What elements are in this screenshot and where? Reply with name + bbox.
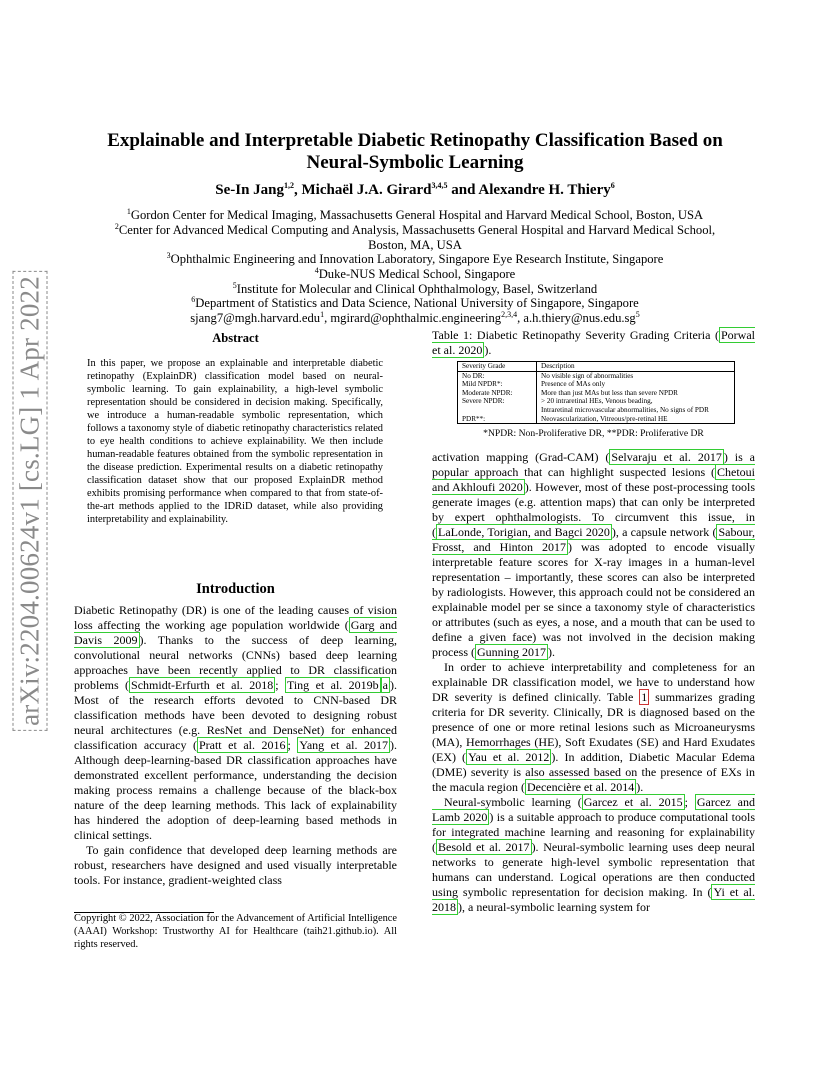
- arxiv-watermark: [12, 268, 48, 734]
- caption-text: Table 1: Diabetic Retinopathy Severity Grading Criteria (: [432, 328, 719, 342]
- affiliation-mark: 3: [166, 251, 171, 260]
- email[interactable]: a.h.thiery@nus.edu.sg: [523, 311, 636, 326]
- affiliation-text: Department of Statistics and Data Science, National University of Singapore, Singapore: [195, 296, 639, 311]
- affiliation-text: Center for Advanced Medical Computing and Analysis, Massachusetts General Hospital and Harvard Medical School, Boston, MA, USA: [118, 223, 716, 253]
- table-row: [458, 406, 734, 415]
- table-row: [458, 415, 734, 424]
- email[interactable]: sjang7@mgh.harvard.edu: [190, 311, 321, 326]
- severity-grading-table: [457, 361, 735, 424]
- table-row: [458, 371, 734, 380]
- citation-link[interactable]: Garcez and Lamb 2020: [432, 795, 755, 824]
- caption-text: ).: [484, 343, 492, 357]
- table-cell: More than just MAs but less than severe NPDR: [537, 389, 735, 398]
- paragraph: Neural-symbolic learning ( Garcez et al. 2015 ; Garcez and Lamb 2020 ) is a suitable approach to produce computational tools for integrated machine learning and reasoning for explainability ( Besold et al. 2017 ). Neural-symbolic learning uses deep neural networks to generate high-level symbolic representation that humans can understand. Logical operations are then conducted using symbolic representation for decision making. In ( Yi et al. 2018 ), a neural-symbolic learning system for: [432, 795, 755, 914]
- author-list: Se-In Jang$^{1,2}$, Michaël J.A. Girard$^{3,4,5}$ and Alexandre H. Thiery$^6$: [215, 181, 615, 198]
- table-cell: Severe NPDR:: [462, 397, 505, 406]
- affiliation-text: Duke-NUS Medical School, Singapore: [318, 267, 516, 282]
- author-name: Se-In Jang: [215, 182, 285, 198]
- email-mark: 1: [320, 310, 325, 319]
- table-cell: > 20 intraretinal HEs, Venous beading,: [537, 397, 735, 406]
- table-cell: Mild NPDR*:: [462, 380, 503, 389]
- table-reference-link[interactable]: 1: [641, 690, 648, 704]
- citation-link[interactable]: Porwal et al. 2020: [432, 328, 755, 357]
- affiliation-mark: 5: [232, 281, 237, 290]
- citation-link[interactable]: Ting et al. 2019b: [286, 678, 379, 692]
- citation-link[interactable]: Schmidt-Erfurth et al. 2018: [131, 678, 274, 692]
- table-header-row: [458, 362, 734, 371]
- citation-link[interactable]: Selvaraju et al. 2017: [611, 450, 722, 464]
- email[interactable]: mgirard@ophthalmic.engineering: [330, 311, 502, 326]
- citation-link[interactable]: Yau et al. 2012: [468, 750, 550, 764]
- citation-link[interactable]: a: [382, 678, 388, 692]
- citation-link[interactable]: Chetoui and Akhloufi 2020: [432, 465, 755, 494]
- author-affiliation-marks: 3,4,5: [431, 181, 448, 190]
- table-cell: No DR:: [462, 371, 485, 380]
- author-conjunction: and: [451, 182, 476, 198]
- abstract-body: In this paper, we propose an explainable and interpretable diabetic retinopathy (ExplainDR) classification model based on neural-symbolic learning. To gain explainability, a high-level symbolic representation should be considered in decision making. Specifically, we introduce a human-readable symbolic representation, which follows a taxonomy style of diabetic retinopathy characteristics related to eye health conditions to achieve explainability. We then include human-readable features obtained from the symbolic representation in the disease prediction. Experimental results on a diabetic retinopathy classification dataset show that our proposed ExplainDR method exhibits promising performance when compared to that from state-of-the-art methods applied to the IDRiD dataset, while also providing interpretability and explainability.: [87, 358, 383, 525]
- table-header-cell: Severity Grade: [458, 362, 537, 371]
- affiliation-mark: 1: [126, 207, 131, 216]
- right-column-body: [432, 450, 755, 915]
- table-cell: No visible sign of abnormalities: [537, 371, 735, 380]
- arxiv-identifier[interactable]: arXiv:2204.00624v1 [cs.LG] 1 Apr 2022: [13, 271, 48, 731]
- grading-table: [458, 362, 734, 423]
- copyright-footnote: Copyright © 2022, Association for the Advancement of Artificial Intelligence (AAAI) Workshop: Trustworthy AI for Healthcare (taih21.github.io). All rights reserved.: [74, 913, 397, 950]
- author-affiliation-marks: 6: [610, 181, 615, 190]
- affiliation-mark: 6: [191, 295, 196, 304]
- citation-link[interactable]: Garg and Davis 2009: [74, 618, 397, 647]
- citation-link[interactable]: Yang et al. 2017: [299, 738, 389, 752]
- email-mark: 5: [635, 310, 640, 319]
- introduction-body: [74, 603, 397, 888]
- citation-link[interactable]: Sabour, Frosst, and Hinton 2017: [432, 525, 755, 554]
- table-header-cell: Description: [537, 362, 735, 371]
- table-cell: [458, 406, 537, 415]
- introduction-heading: Introduction: [196, 581, 275, 597]
- table-cell: Presence of MAs only: [537, 380, 735, 389]
- citation-link[interactable]: Decencière et al. 2014: [526, 780, 635, 794]
- citation-link[interactable]: Gunning 2017: [476, 645, 546, 659]
- author-affiliation-marks: 1,2: [284, 181, 295, 190]
- citation-link[interactable]: Garcez et al. 2015: [583, 795, 683, 809]
- citation-link[interactable]: Yi et al. 2018: [432, 885, 755, 914]
- author-name: Alexandre H. Thiery: [478, 182, 611, 198]
- author-emails: sjang7@mgh.harvard.edu$^1$, mgirard@ophthalmic.engineering$^{2,3,4}$, $a.h.thiery@nus.edu.sg^5$: [190, 310, 640, 326]
- paragraph: Diabetic Retinopathy (DR) is one of the leading causes of vision loss affecting the working age population worldwide ( Garg and Davis 2009 ). Thanks to the success of deep learning, convolutional neural networks (CNNs) based deep learning approaches have been recently applied to DR classification problems ( Schmidt-Erfurth et al. 2018 ; Ting et al. 2019b a ). Most of the research efforts devoted to CNN-based DR classification methods have been devoted to designing robust neural architectures (e.g. ResNet and DenseNet) for enhanced classification accuracy ( Pratt et al. 2016 ; Yang et al. 2017 ). Although deep-learning-based DR classification approaches have demonstrated excellent performance, understanding the decision making process remains a challenge because of the black-box nature of the deep learning methods. This lack of explainability has hindered the adoption of deep-learning based methods in clinical settings.: [74, 603, 398, 842]
- table-cell: Neovascularization, Vitreous/pre-retinal HE: [537, 415, 735, 424]
- affiliation-mark: 2: [114, 222, 119, 231]
- email-mark: 2,3,4: [501, 310, 518, 319]
- paragraph: In order to achieve interpretability and completeness for an explainable DR classification model, we have to understand how DR severity is defined clinically. Table 1 summarizes grading criteria for DR severity. Clinically, DR is diagnosed based on the presence of one or more retinal lesions such as Microaneurysms (MA), Hemorrhages (HE), Soft Exudates (SE) and Hard Exudates (EX) ( Yau et al. 2012 ). In addition, Diabetic Macular Edema (DME) severity is also assessed based on the presence of EXs in the macula region ( Decencière et al. 2014 ).: [432, 660, 755, 794]
- table-cell: Moderate NPDR:: [462, 388, 513, 397]
- table-cell: PDR**:: [462, 414, 486, 423]
- paper-title: Explainable and Interpretable Diabetic Retinopathy Classification Based on Neural-Symbolic Learning: [107, 130, 723, 173]
- paragraph: To gain confidence that developed deep learning methods are robust, researchers have designed and used visually interpretable tools. For instance, gradient-weighted class: [74, 843, 397, 887]
- citation-link[interactable]: Besold et al. 2017: [438, 840, 530, 854]
- table-note: *NPDR: Non-Proliferative DR, **PDR: Proliferative DR: [483, 428, 704, 439]
- citation-link[interactable]: LaLonde, Torigian, and Bagci 2020: [438, 525, 610, 539]
- affiliation-text: Institute for Molecular and Clinical Ophthalmology, Basel, Switzerland: [236, 282, 598, 297]
- author-name: Michaël J.A. Girard: [301, 182, 432, 198]
- paragraph: activation mapping (Grad-CAM) ( Selvaraju et al. 2017 ) is a popular approach that can highlight suspected lesions ( Chetoui and Akhloufi 2020 ). However, most of these post-processing tools generate images (e.g. attention maps) that can only be interpreted by expert ophthalmologists. To circumvent this issue, in ( LaLonde, Torigian, and Bagci 2020 ), a capsule network ( Sabour, Frosst, and Hinton 2017 ) was adopted to encode visually interpretable feature scores for X-ray images in a human-level representation – importantly, these scores can also be interpreted by radiologists. However, this approach could not be considered an explainable model per se since a taxonomy style of characteristics or attributes (such as eyes, a nose, and a mouth that can be used to define a given face) was not involved in the decision making process ( Gunning 2017 ).: [432, 450, 756, 659]
- affiliation-mark: 4: [314, 266, 319, 275]
- table-row: [458, 380, 734, 389]
- affiliation-text: Ophthalmic Engineering and Innovation Laboratory, Singapore Eye Research Institute, Singapore: [170, 252, 664, 267]
- abstract-heading: Abstract: [212, 331, 259, 345]
- citation-link[interactable]: Pratt et al. 2016: [198, 738, 286, 752]
- table-row: [458, 397, 734, 406]
- table-row: [458, 389, 734, 398]
- affiliation-text: Gordon Center for Medical Imaging, Massachusetts General Hospital and Harvard Medical School, Boston, USA: [130, 208, 704, 223]
- table-cell: Intraretinal microvascular abnormalities, No signs of PDR: [537, 406, 735, 415]
- table-caption: [432, 328, 755, 358]
